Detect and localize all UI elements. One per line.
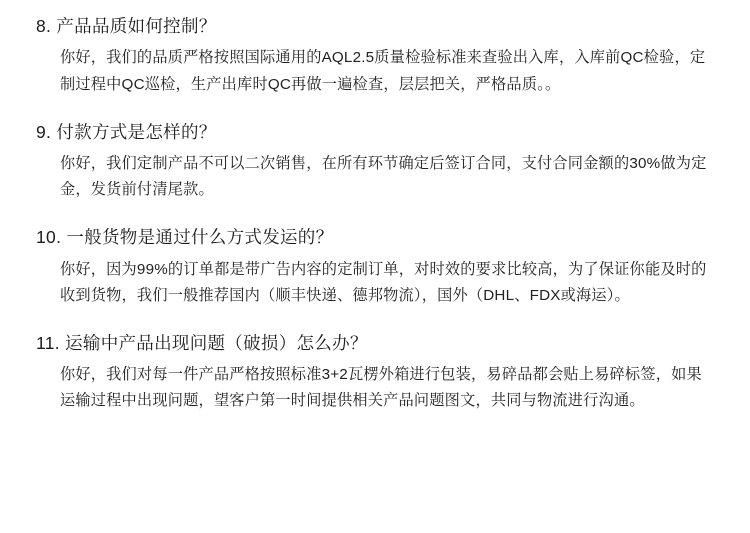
faq-item xyxy=(22,120,728,204)
faq-question: 11. 运输中产品出现问题（破损）怎么办？ xyxy=(36,332,368,353)
faq-question: 10. 一般货物是通过什么方式发运的？ xyxy=(36,227,334,248)
faq-item xyxy=(22,225,728,309)
faq-answer: 你好，我们定制产品不可以二次销售，在所有环节确定后签订合同，支付合同金额的30%做为定金，发货前付清尾款。 xyxy=(60,155,707,199)
faq-question: 9. 付款方式是怎样的？ xyxy=(36,121,217,142)
faq-answer: 你好，因为99%的订单都是带广告内容的定制订单，对时效的要求比较高，为了保证你能及时的收到货物，我们一般推荐国内（顺丰快递、德邦物流），国外（DHL、FDX或海运）。 xyxy=(60,260,707,304)
faq-item xyxy=(22,14,728,98)
faq-answer: 你好，我们的品质严格按照国际通用的AQL2.5质量检验标准来查验出入库，入库前QC检验，定制过程中QC巡检，生产出库时QC再做一遍检查，层层把关，严格品质。。 xyxy=(60,49,706,93)
faq-item xyxy=(22,331,728,415)
faq-question: 8. 产品品质如何控制？ xyxy=(36,16,217,36)
faq-answer: 你好，我们对每一件产品严格按照标准3+2瓦楞外箱进行包装，易碎品都会贴上易碎标签，如果运输过程中出现问题，望客户第一时间提供相关产品问题图文，共同与物流进行沟通。 xyxy=(60,366,702,410)
